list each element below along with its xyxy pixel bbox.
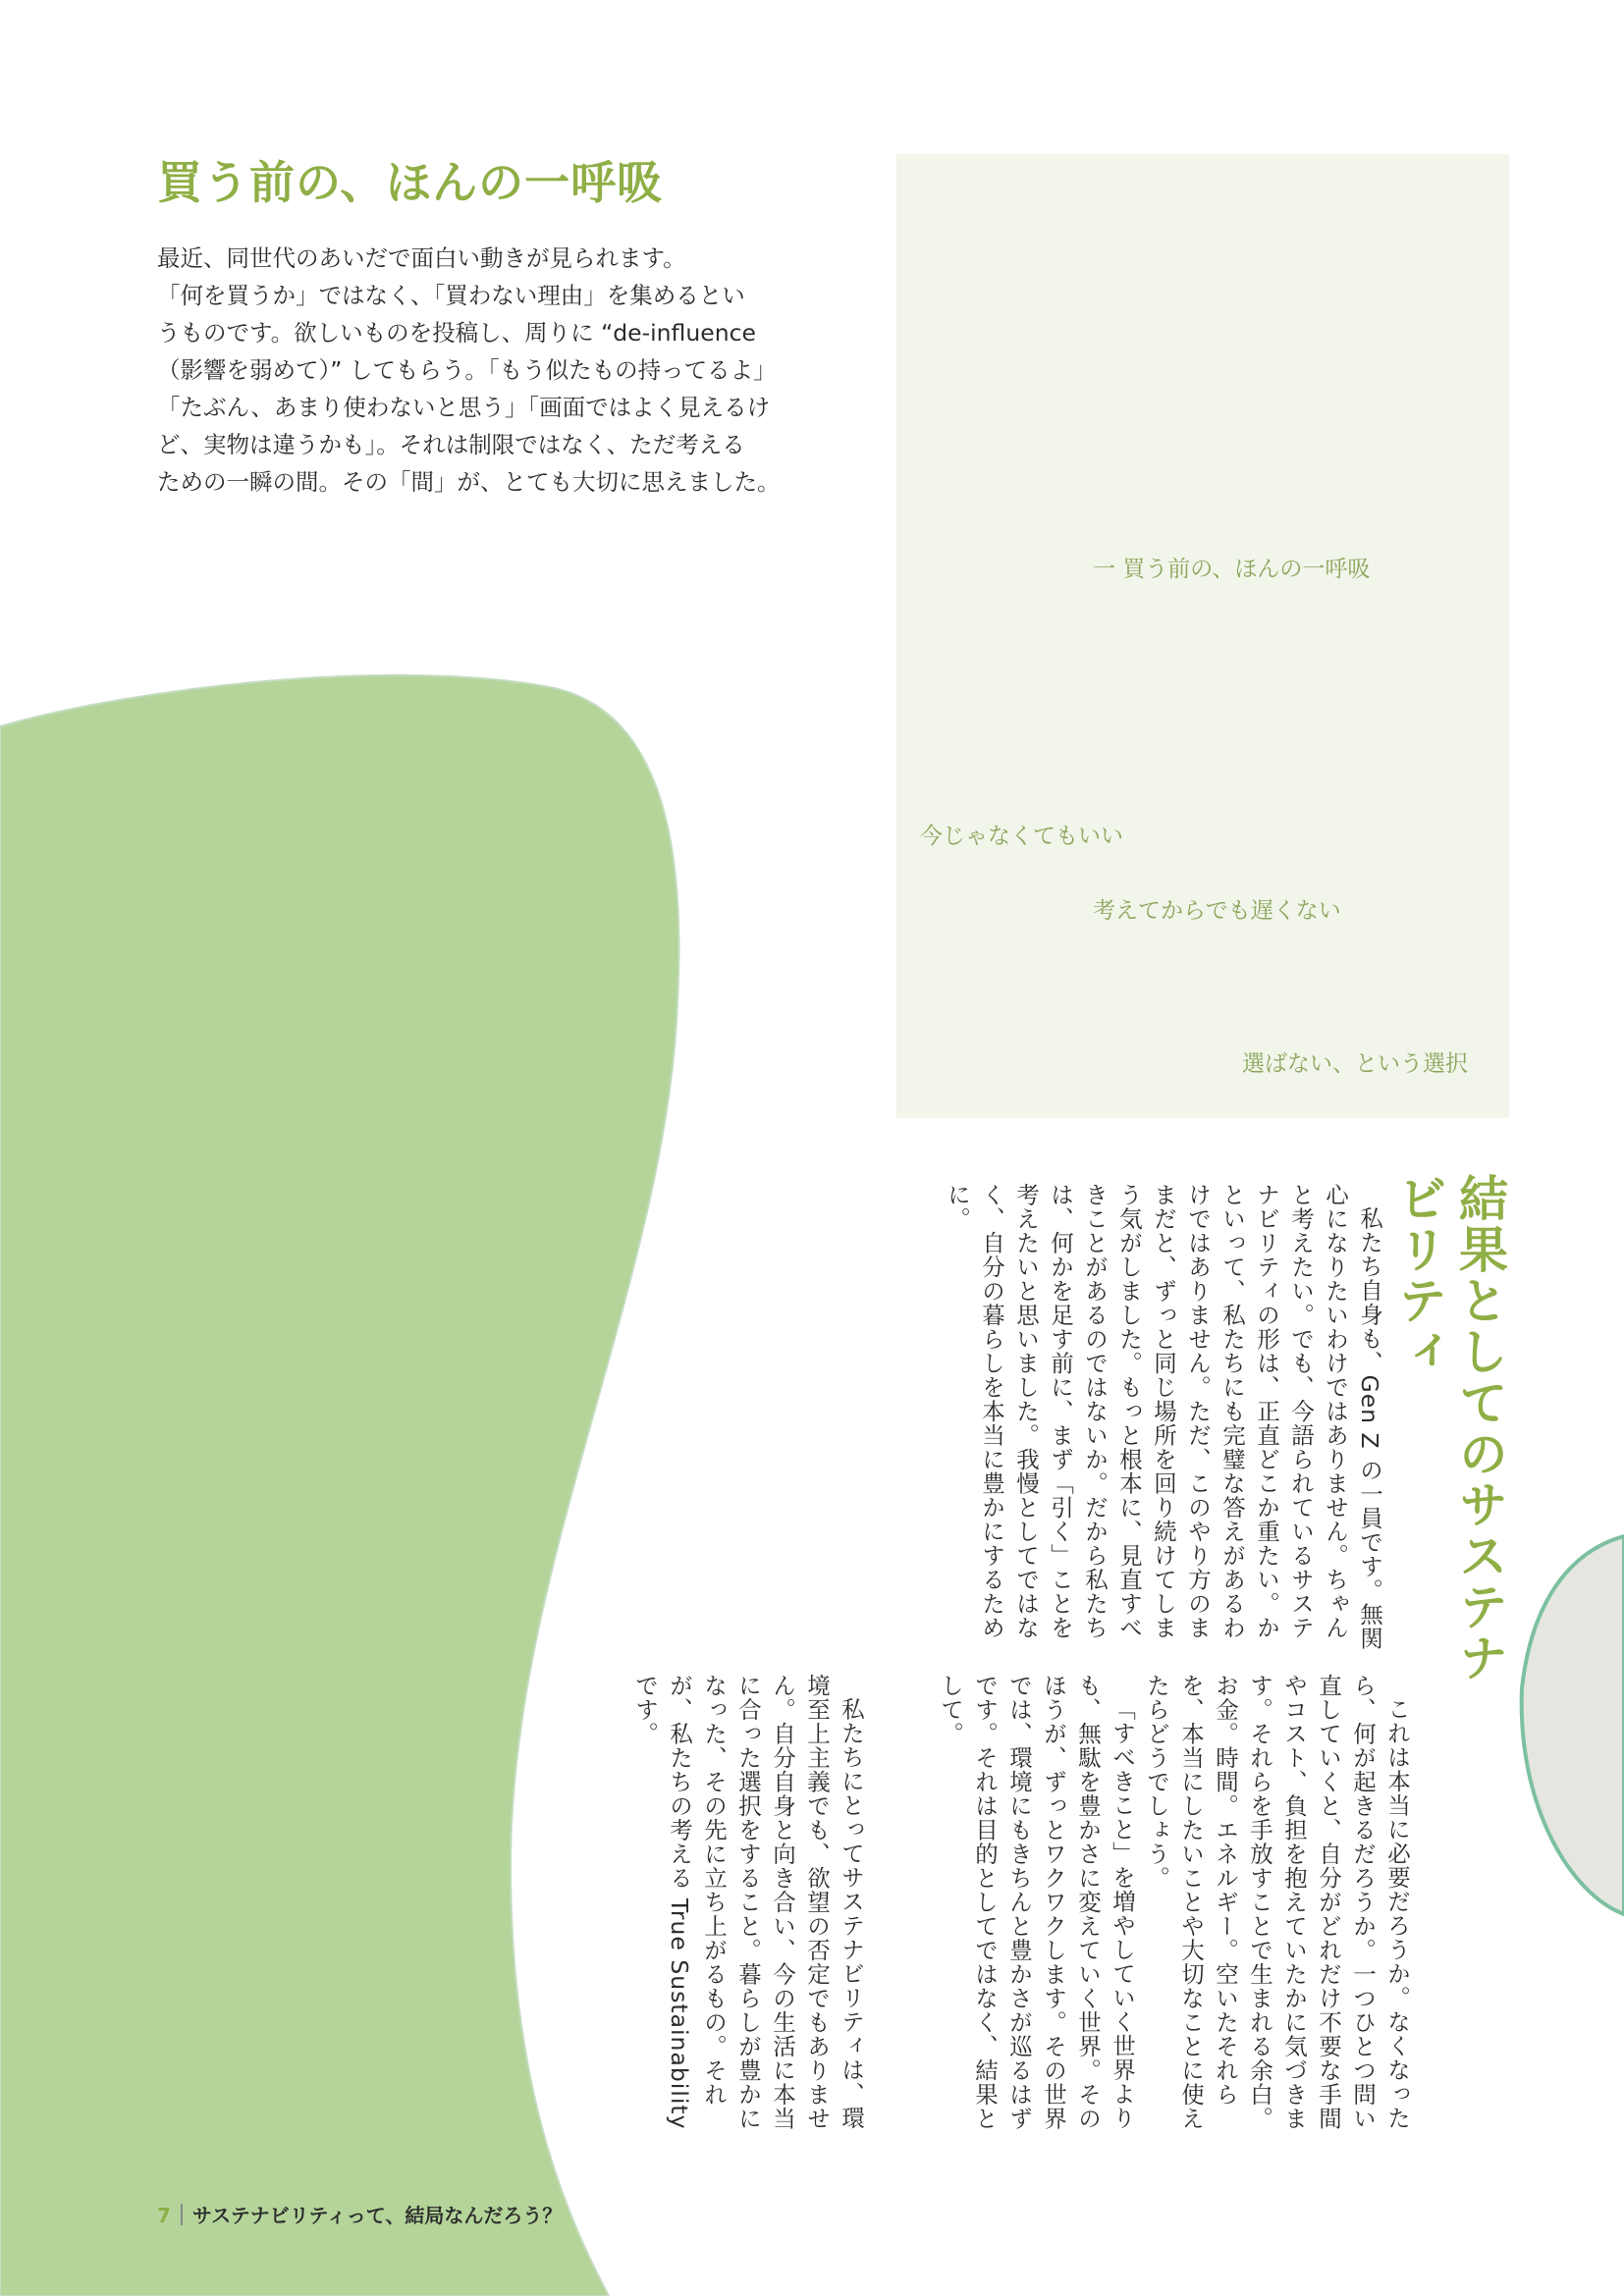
footer-running-title: サステナビリティって、結局なんだろう？ [191, 2204, 563, 2227]
green-organic-shape [0, 675, 678, 2296]
section-body-3 [627, 1674, 868, 2145]
section-body-1 [940, 1183, 1386, 1654]
intro-line: ど、実物は違うかも」。それは制限ではなく、ただ考える [157, 431, 745, 458]
quote-line: 考えてからでも遅くない [1093, 898, 1341, 924]
intro-line: 「何を買うか」ではなく、「買わない理由」を集めるとい [157, 282, 745, 309]
quote-line: 選ばない、という選択 [1242, 1051, 1468, 1077]
intro-line: 「たぶん、あまり使わないと思う」「画面ではよく見えるけ [157, 394, 771, 421]
intro-line: ための一瞬の間。その「間」が、とても大切に思えました。 [157, 468, 781, 496]
quote-line: 一 買う前の、ほんの一呼吸 [1093, 557, 1371, 582]
section-heading: 結果としてのサステナビリティ [1390, 1173, 1508, 1683]
page-title: 買う前の、ほんの一呼吸 [157, 156, 664, 209]
intro-paragraph [157, 240, 805, 501]
body-paragraph: 私たちにとってサステナビリティは、環境至上主義でも、欲望の否定でもありません。自分自身と向き合い、今の生活に本当に合った選択をすること。暮らしが豊かになった、その先に立ち上がるもの。それが、私たちの考える True Sustainability です。 [631, 1674, 865, 2131]
intro-line: （影響を弱めて）” してもらう。「もう似たもの持ってるよ」 [157, 356, 777, 384]
body-paragraph: 「すべきこと」を増やしていく世界よりも、無駄を豊かさに変えていく世界。そのほうが、ずっとワクワクします。その世界では、環境にもきちんと豊かさが巡るはずです。それは目的としてではなく、結果として。 [937, 1674, 1136, 2131]
body-paragraph: 私たち自身も、Gen Z の一員です。無関心になりたいわけではありません。ちゃんと考えたい。でも、今語られているサステナビリティの形は、正直どこか重たい。かといって、私たちにも完璧な答えがあるわけではありません。ただ、このやり方のままだと、ずっと同じ場所を回り続けてしまう気がしました。もっと根本に、見直すべきことがあるのではないか。だから私たちは、何かを足す前に、まず「引く」ことを考えたいと思いました。我慢としてではなく、自分の暮らしを本当に豊かにするために。 [944, 1183, 1383, 1650]
quote-panel [896, 154, 1509, 1118]
page-footer [157, 2200, 562, 2228]
intro-line: 最近、同世代のあいだで面白い動きが見られます。 [157, 244, 686, 272]
footer-divider [181, 2204, 183, 2225]
gray-circle-shape [1522, 1536, 1624, 1914]
section-body-2 [933, 1674, 1414, 2145]
quote-line: 今じゃなくてもいい [920, 824, 1123, 849]
intro-line: うものです。欲しいものを投稿し、周りに “de-influence [157, 319, 756, 347]
page-number: 7 [157, 2204, 171, 2227]
body-paragraph: これは本当に必要だろうか。なくなったら、何が起きるだろうか。一つひとつ問い直していくと、自分がどれだけ不要な手間やコスト、負担を抱えていたかに気づきます。それらを手放すことで生まれる余白。お金。時間。エネルギー。空いたそれらを、本当にしたいことや大切なことに使えたらどうでしょう。 [1143, 1674, 1411, 2131]
